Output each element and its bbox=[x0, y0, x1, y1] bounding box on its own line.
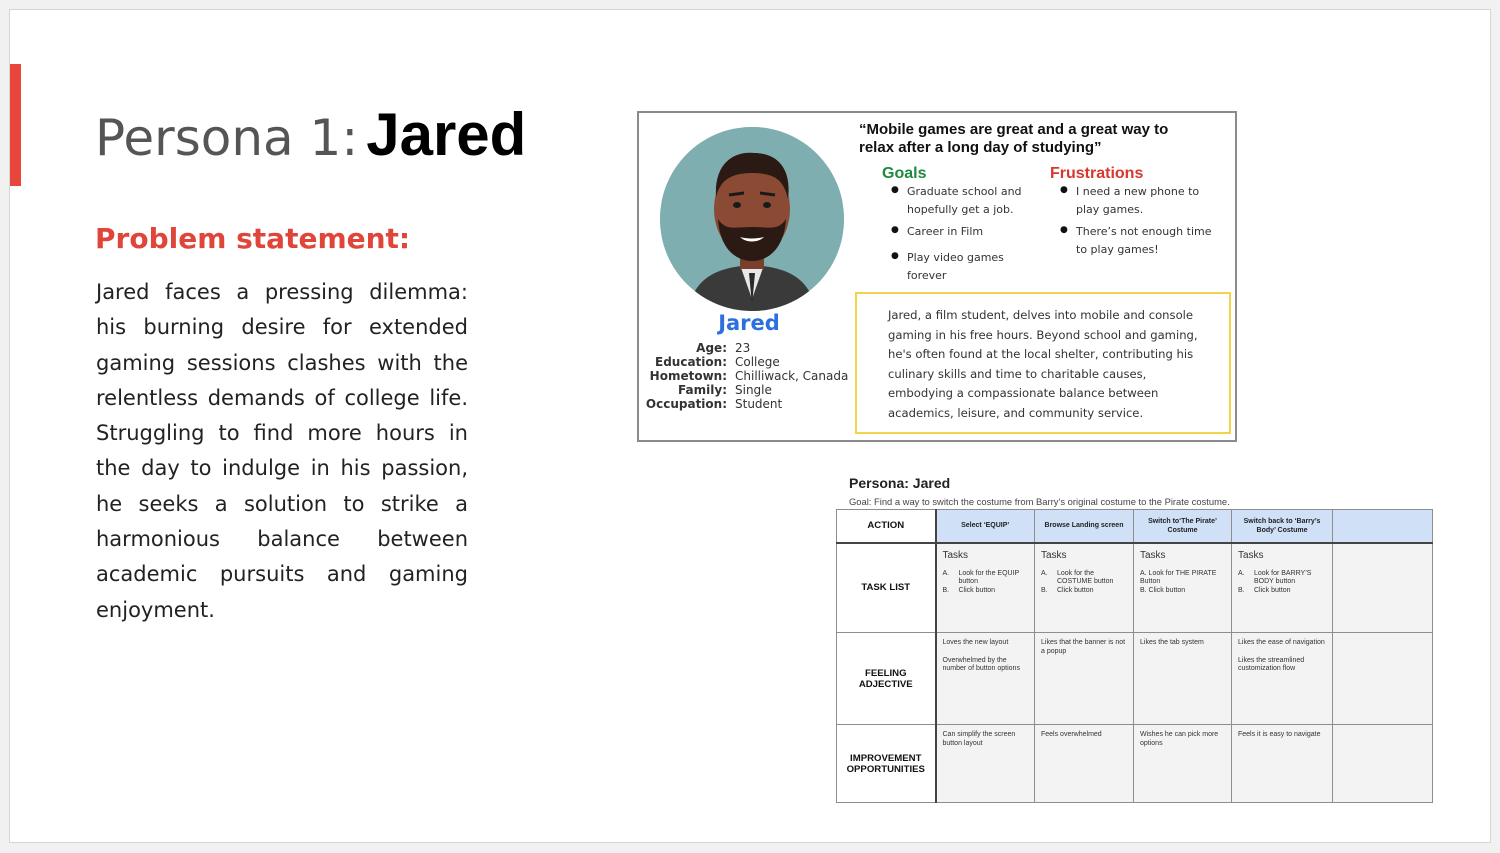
action-cell: Switch to‘The Pirate’ Costume bbox=[1134, 510, 1232, 543]
tasks-label: Tasks bbox=[942, 549, 969, 561]
empty-cell bbox=[1333, 633, 1433, 725]
feeling-cell bbox=[1134, 633, 1232, 725]
action-cell: Select ‘EQUIP’ bbox=[936, 510, 1035, 543]
persona-quote: “Mobile games are great and a great way to relax after a long day of studying” bbox=[859, 121, 1169, 156]
action-cell: Browse Landing screen bbox=[1035, 510, 1134, 543]
task-step: B. Click button bbox=[1238, 586, 1291, 594]
info-value: 23 bbox=[735, 341, 751, 355]
action-cell: Switch back to ‘Barry’s Body’ Costume bbox=[1232, 510, 1333, 543]
info-value: Single bbox=[735, 383, 772, 397]
info-value: College bbox=[735, 355, 780, 369]
feeling-text: Likes the ease of navigation bbox=[1238, 639, 1325, 646]
task-text: Click button bbox=[1057, 586, 1094, 594]
task-text: Look for BARRY’S BODY button bbox=[1254, 569, 1312, 585]
tasks-label: Tasks bbox=[1041, 549, 1067, 561]
info-labels bbox=[646, 341, 727, 411]
info-value: Chilliwack, Canada bbox=[735, 369, 849, 383]
feeling-text: Likes the tab system bbox=[1140, 639, 1204, 646]
task-step: B. Click button bbox=[942, 586, 996, 594]
man-with-beard-avatar-icon bbox=[660, 127, 844, 311]
empty-cell bbox=[1333, 543, 1433, 633]
task-cell bbox=[936, 543, 1035, 633]
feeling-text: Likes the streamlined customization flow bbox=[1238, 656, 1305, 672]
task-text: A. Look for THE PIRATE Button bbox=[1140, 569, 1217, 585]
task-step: A. Look for the COSTUME button bbox=[1041, 570, 1127, 587]
improvement-cell: Feels it is easy to navigate bbox=[1232, 725, 1333, 803]
problem-heading: Problem statement: bbox=[95, 222, 411, 255]
task-text: Look for the COSTUME button bbox=[1057, 569, 1114, 585]
task-step: B. Click button bbox=[1041, 586, 1094, 594]
journey-map-title: Persona: Jared bbox=[849, 475, 951, 491]
task-step: A. Look for BARRY’S BODY button bbox=[1238, 570, 1326, 587]
feeling-text: Loves the new layout bbox=[942, 639, 1009, 646]
feeling-text: Likes that the banner is not a popup bbox=[1041, 639, 1126, 655]
info-values bbox=[735, 341, 848, 411]
action-cell bbox=[1333, 510, 1433, 543]
title-prefix: Persona 1: bbox=[95, 109, 359, 167]
persona-bio: Jared, a film student, delves into mobile and console gaming in his free hours. Beyond school and gaming, he's often found at the local shelter, contributing his culinary skills and time to charitable causes, embodying a compassionate balance between academics, leisure, and community service. bbox=[855, 292, 1231, 434]
journey-map-goal: Goal: Find a way to switch the costume from Barry’s original costume to the Pirate costume. bbox=[849, 496, 1230, 507]
goal-item: ● Graduate school and hopefully get a job. bbox=[891, 183, 1041, 219]
info-label: Occupation: bbox=[645, 397, 727, 411]
task-text: Look for the EQUIP button bbox=[958, 569, 1020, 585]
tasks-label: Tasks bbox=[1238, 549, 1264, 561]
goals-heading: Goals bbox=[882, 165, 927, 182]
task-cell bbox=[1232, 543, 1333, 633]
feeling-cell bbox=[1232, 633, 1333, 725]
task-text: Click button bbox=[1254, 586, 1291, 594]
tasks-label: Tasks bbox=[1140, 549, 1166, 561]
page-title bbox=[95, 100, 526, 169]
row-header-action: ACTION bbox=[837, 510, 936, 543]
info-label: Family: bbox=[678, 383, 727, 397]
frustration-item: ● There’s not enough time to play games! bbox=[1060, 223, 1220, 259]
info-value: Student bbox=[735, 397, 783, 411]
task-cell bbox=[1035, 543, 1134, 633]
frustration-item: ● I need a new phone to play games. bbox=[1060, 183, 1220, 219]
title-name: Jared bbox=[366, 101, 527, 168]
feeling-text: Overwhelmed by the number of button options bbox=[942, 656, 1020, 672]
task-step: A. Look for the EQUIP button bbox=[943, 570, 1029, 587]
goal-item: ● Play video games forever bbox=[891, 249, 1041, 285]
persona-card bbox=[637, 111, 1237, 442]
task-cell bbox=[1134, 543, 1232, 633]
empty-cell bbox=[1333, 725, 1433, 803]
task-text: Click button bbox=[958, 586, 996, 594]
row-header-feeling: FEELING ADJECTIVE bbox=[837, 633, 936, 725]
info-label: Age: bbox=[696, 341, 727, 355]
improvement-cell: Can simplify the screen button layout bbox=[936, 725, 1035, 803]
accent-bar bbox=[10, 64, 21, 186]
row-header-improvement: IMPROVEMENT OPPORTUNITIES bbox=[837, 725, 936, 803]
frustrations-heading: Frustrations bbox=[1050, 165, 1144, 182]
goal-item: ● Career in Film bbox=[891, 223, 983, 241]
feeling-cell bbox=[1035, 633, 1134, 725]
problem-body: Jared faces a pressing dilemma: his burning desire for extended gaming sessions clashes with the relentless demands of college life. Struggling to find more hours in the day to indulge in his passion, he seeks a solution to strike a harmonious balance between academic pursuits and gaming enjoyment. bbox=[96, 280, 468, 622]
task-text: B. Click button bbox=[1140, 586, 1186, 594]
row-header-task-list: TASK LIST bbox=[837, 543, 936, 633]
journey-map-table bbox=[836, 509, 1433, 803]
feeling-cell bbox=[936, 633, 1035, 725]
persona-name: Jared bbox=[718, 311, 780, 335]
info-label: Hometown: bbox=[649, 369, 727, 383]
improvement-cell: Feels overwhelmed bbox=[1035, 725, 1134, 803]
info-label: Education: bbox=[655, 355, 727, 369]
improvement-cell: Wishes he can pick more options bbox=[1134, 725, 1232, 803]
